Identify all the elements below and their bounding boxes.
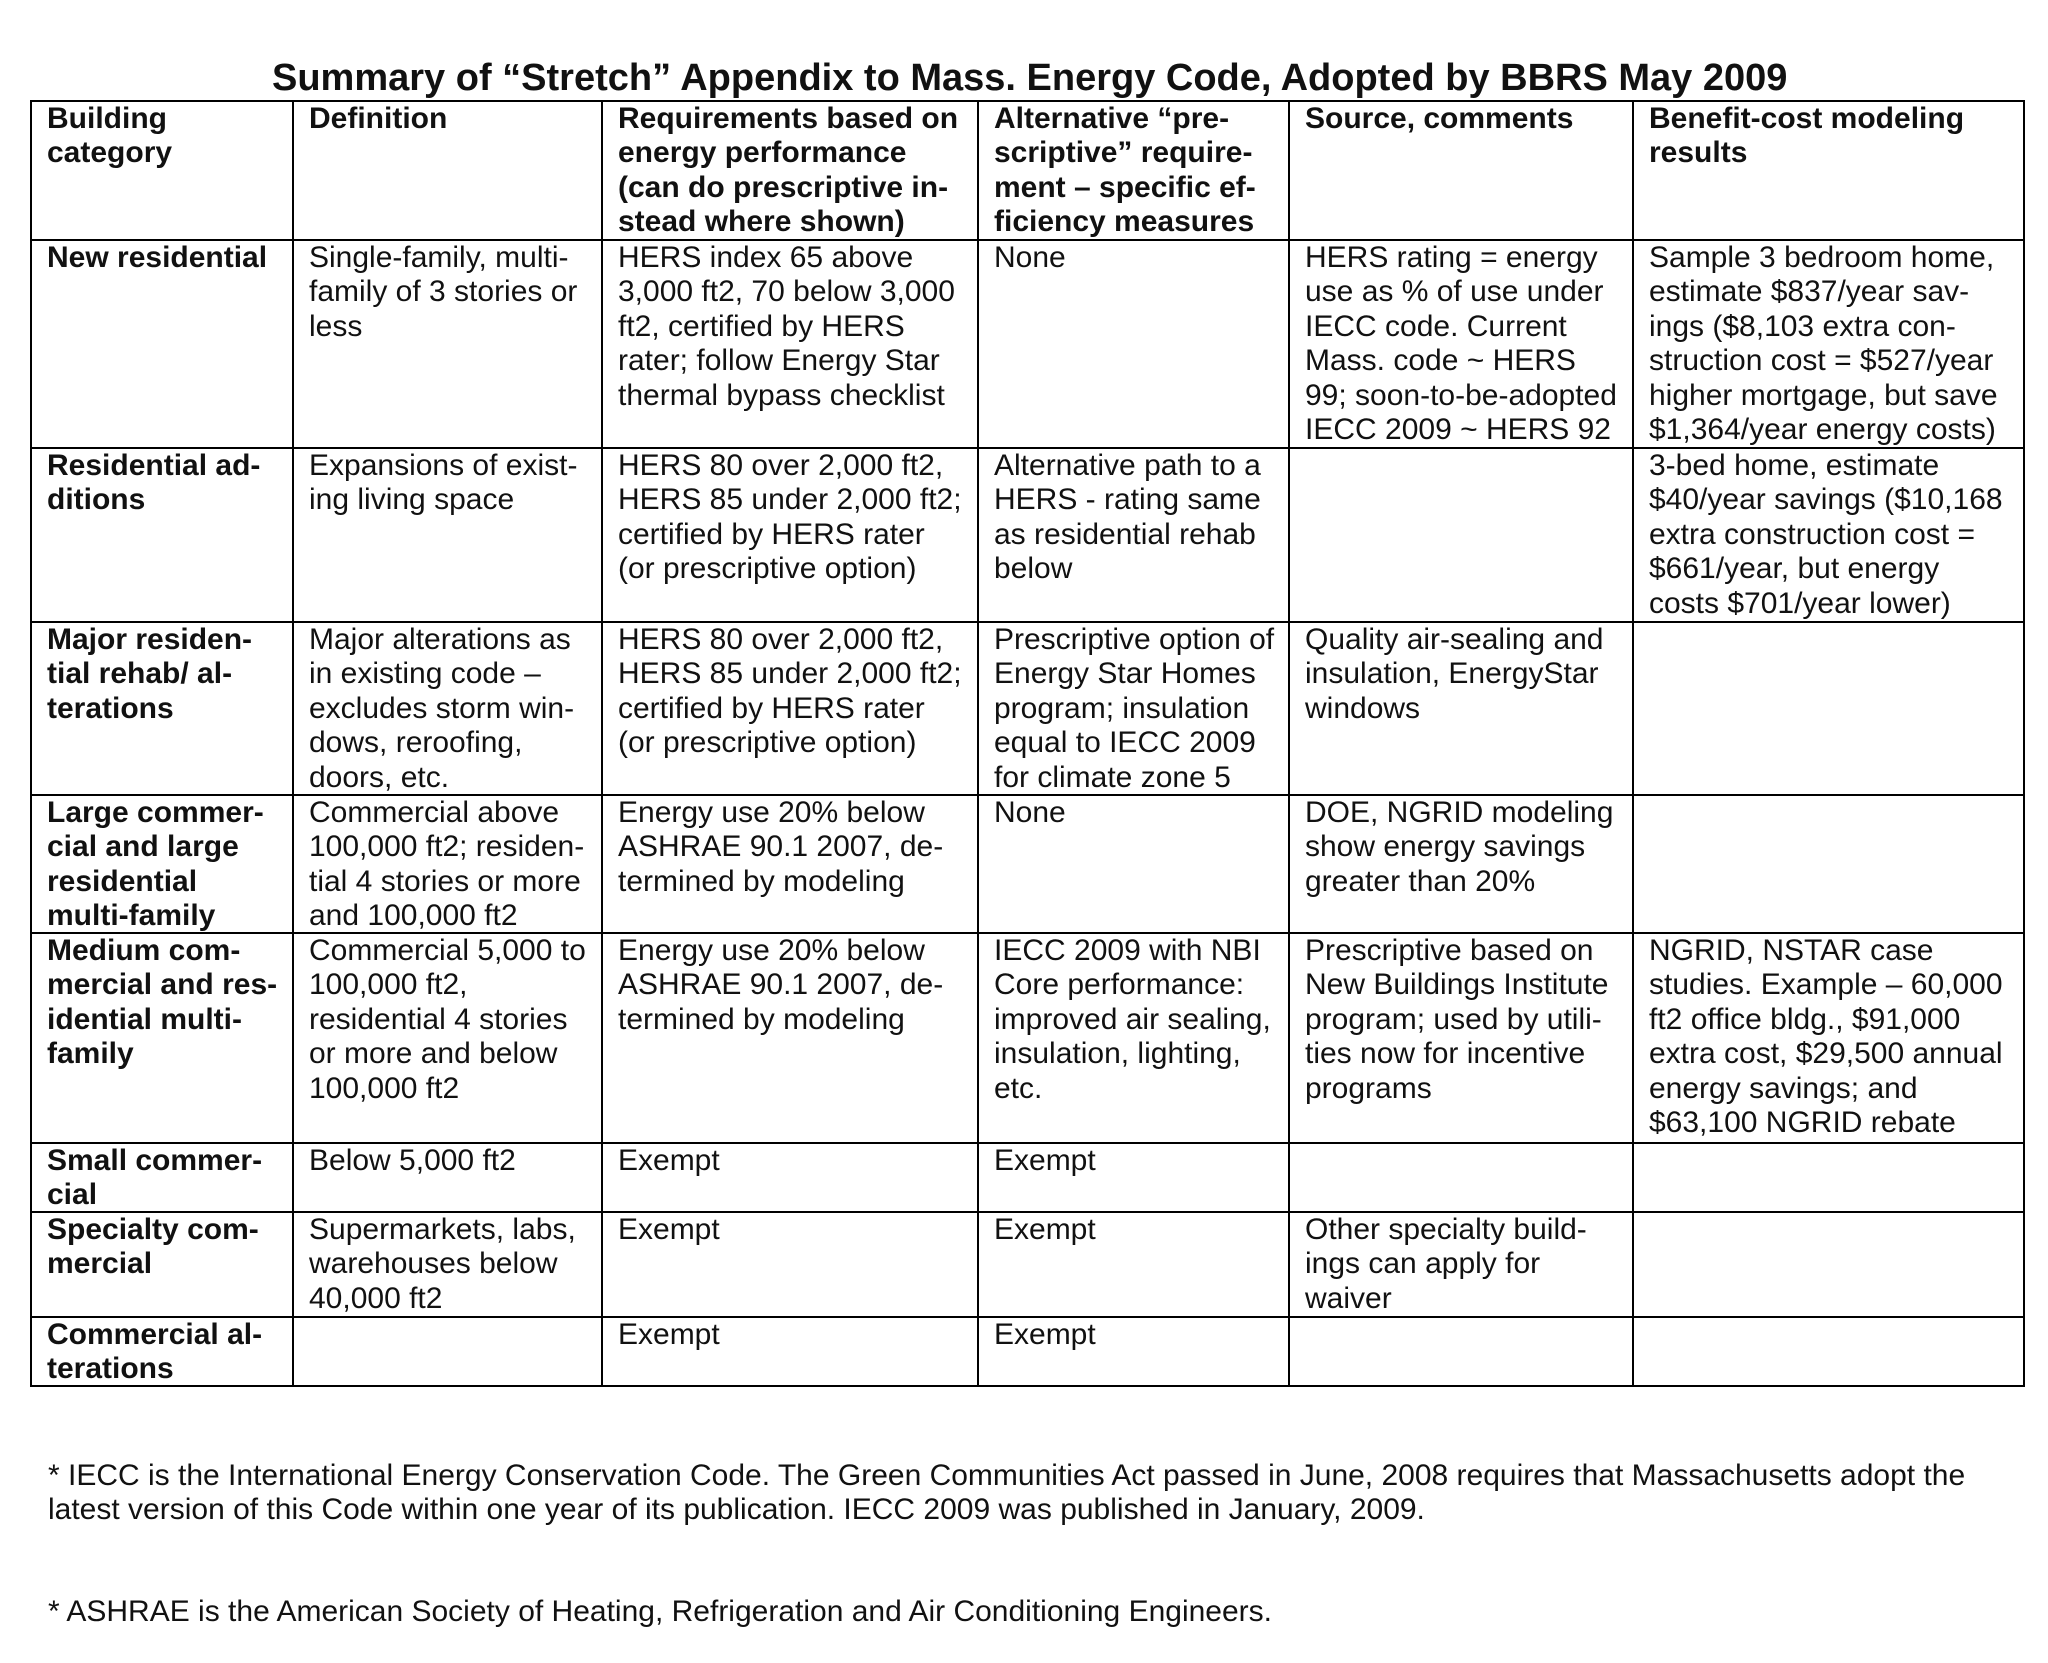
header-definition: Definition [294, 102, 603, 241]
row-commercial-alterations-alternative: Exempt [979, 1318, 1290, 1387]
row-small-commercial-results [1634, 1144, 2025, 1213]
row-large-commercial-definition: Commercial above 100,000 ft2; residen- tial 4 stories or more and 100,000 ft2 [294, 796, 603, 934]
row-small-commercial-source [1290, 1144, 1634, 1213]
row-residential-additions-requirements: HERS 80 over 2,000 ft2, HERS 85 under 2,000 ft2; certified by HERS rater (or prescriptive option) [603, 449, 979, 623]
row-new-residential-results: Sample 3 bedroom home, estimate $837/year sav- ings ($8,103 extra con- struction cost = $527/year higher mortgage, but save $1,364/year energy costs) [1634, 241, 2025, 449]
row-new-residential-category: New residential [32, 241, 294, 449]
footnotes [48, 1391, 1965, 1663]
row-medium-commercial-category: Medium com- mercial and res- idential multi- family [32, 934, 294, 1144]
row-residential-additions-results: 3-bed home, estimate $40/year savings ($10,168 extra construction cost = $661/year, but energy costs $701/year lower) [1634, 449, 2025, 623]
row-small-commercial-requirements: Exempt [603, 1144, 979, 1213]
row-specialty-commercial-definition: Supermarkets, labs, warehouses below 40,000 ft2 [294, 1213, 603, 1318]
row-commercial-alterations-requirements: Exempt [603, 1318, 979, 1387]
row-large-commercial-alternative: None [979, 796, 1290, 934]
row-commercial-alterations-category: Commercial al- terations [32, 1318, 294, 1387]
row-medium-commercial-alternative: IECC 2009 with NBI Core performance: improved air sealing, insulation, lighting, etc. [979, 934, 1290, 1144]
row-residential-additions-definition: Expansions of exist- ing living space [294, 449, 603, 623]
page-title: Summary of “Stretch” Appendix to Mass. Energy Code, Adopted by BBRS May 2009 [272, 57, 1788, 99]
row-commercial-alterations-definition [294, 1318, 603, 1387]
row-new-residential-requirements: HERS index 65 above 3,000 ft2, 70 below 3,000 ft2, certified by HERS rater; follow Energy Star thermal bypass checklist [603, 241, 979, 449]
header-requirements: Requirements based on energy performance (can do prescriptive in- stead where shown) [603, 102, 979, 241]
row-large-commercial-source: DOE, NGRID modeling show energy savings greater than 20% [1290, 796, 1634, 934]
row-large-commercial-results [1634, 796, 2025, 934]
row-residential-additions-category: Residential ad- ditions [32, 449, 294, 623]
row-large-commercial-category: Large commer- cial and large residential multi-family [32, 796, 294, 934]
row-small-commercial-alternative: Exempt [979, 1144, 1290, 1213]
row-commercial-alterations-source [1290, 1318, 1634, 1387]
header-source-comments: Source, comments [1290, 102, 1634, 241]
row-residential-additions-source [1290, 449, 1634, 623]
header-building-category: Building category [32, 102, 294, 241]
row-specialty-commercial-requirements: Exempt [603, 1213, 979, 1318]
row-medium-commercial-requirements: Energy use 20% below ASHRAE 90.1 2007, de- termined by modeling [603, 934, 979, 1144]
footnote-ashrae: * ASHRAE is the American Society of Heating, Refrigeration and Air Conditioning Engineers. [48, 1595, 1272, 1628]
row-new-residential-alternative: None [979, 241, 1290, 449]
row-medium-commercial-source: Prescriptive based on New Buildings Institute program; used by utili- ties now for incentive programs [1290, 934, 1634, 1144]
row-new-residential-definition: Single-family, multi- family of 3 stories or less [294, 241, 603, 449]
row-specialty-commercial-category: Specialty com- mercial [32, 1213, 294, 1318]
row-specialty-commercial-source: Other specialty build- ings can apply for waiver [1290, 1213, 1634, 1318]
row-specialty-commercial-results [1634, 1213, 2025, 1318]
row-major-rehab-definition: Major alterations as in existing code – excludes storm win- dows, reroofing, doors, etc. [294, 623, 603, 796]
row-specialty-commercial-alternative: Exempt [979, 1213, 1290, 1318]
row-major-rehab-alternative: Prescriptive option of Energy Star Homes program; insulation equal to IECC 2009 for climate zone 5 [979, 623, 1290, 796]
footnote-iecc: * IECC is the International Energy Conservation Code. The Green Communities Act passed in June, 2008 requires that Massachusetts adopt the latest version of this Code within one year of its publication. IECC 2009 was published in January, 2009. [48, 1459, 1966, 1526]
row-major-rehab-results [1634, 623, 2025, 796]
row-commercial-alterations-results [1634, 1318, 2025, 1387]
row-medium-commercial-results: NGRID, NSTAR case studies. Example – 60,000 ft2 office bldg., $91,000 extra cost, $29,500 annual energy savings; and $63,100 NGRID rebate [1634, 934, 2025, 1144]
row-major-rehab-category: Major residen- tial rehab/ al- terations [32, 623, 294, 796]
header-benefit-cost-results: Benefit-cost modeling results [1634, 102, 2025, 241]
row-major-rehab-source: Quality air-sealing and insulation, EnergyStar windows [1290, 623, 1634, 796]
row-new-residential-source: HERS rating = energy use as % of use under IECC code. Current Mass. code ~ HERS 99; soon-to-be-adopted IECC 2009 ~ HERS 92 [1290, 241, 1634, 449]
row-medium-commercial-definition: Commercial 5,000 to 100,000 ft2, residential 4 stories or more and below 100,000 ft2 [294, 934, 603, 1144]
row-small-commercial-definition: Below 5,000 ft2 [294, 1144, 603, 1213]
row-residential-additions-alternative: Alternative path to a HERS - rating same as residential rehab below [979, 449, 1290, 623]
row-large-commercial-requirements: Energy use 20% below ASHRAE 90.1 2007, de- termined by modeling [603, 796, 979, 934]
row-major-rehab-requirements: HERS 80 over 2,000 ft2, HERS 85 under 2,000 ft2; certified by HERS rater (or prescriptive option) [603, 623, 979, 796]
row-small-commercial-category: Small commer- cial [32, 1144, 294, 1213]
summary-table [30, 100, 2025, 1387]
header-alternative: Alternative “pre- scriptive” require- ment – specific ef- ficiency measures [979, 102, 1290, 241]
